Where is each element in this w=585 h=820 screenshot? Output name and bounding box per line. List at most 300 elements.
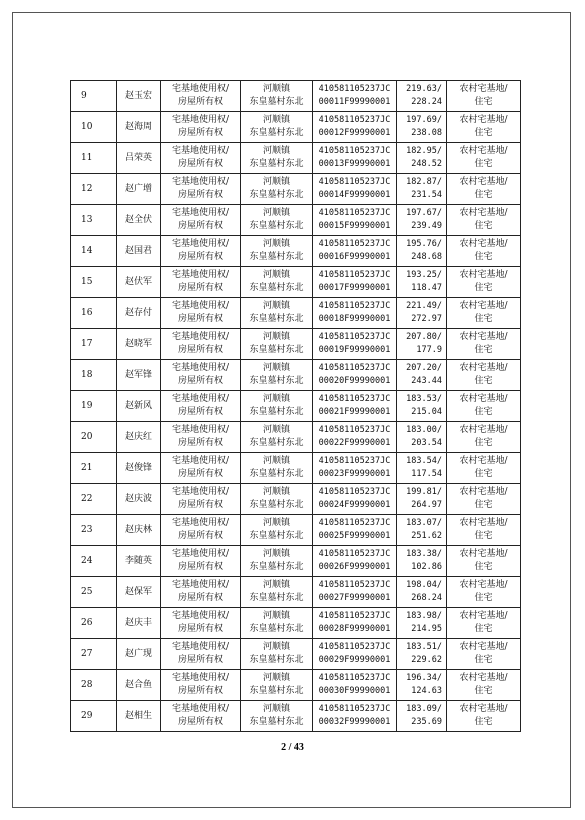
row-number-cell: 29 [71, 701, 117, 732]
location-line: 东皇墓村东北 [249, 500, 304, 510]
location-cell [241, 422, 313, 453]
right-type-line: 房屋所有权 [177, 190, 223, 200]
unit-code-cell [313, 577, 397, 608]
row-number-cell: 26 [71, 608, 117, 639]
area-values-line: 183.09/ [406, 704, 442, 714]
unit-code-cell [313, 267, 397, 298]
location-cell [241, 577, 313, 608]
area-values-cell [397, 236, 447, 267]
unit-code-line: 00020F99990001 [318, 376, 391, 386]
unit-code-line: 00017F99990001 [318, 283, 391, 293]
land-use-cell [447, 701, 521, 732]
right-type-line: 宅基地使用权/ [171, 332, 230, 342]
land-use-cell [447, 81, 521, 112]
land-use-line: 住宅 [474, 624, 493, 634]
owner-name-cell: 赵玉宏 [117, 81, 161, 112]
right-type-line: 宅基地使用权/ [171, 270, 230, 280]
table-row [71, 236, 521, 267]
area-values-line: 207.20/ [406, 363, 442, 373]
land-use-line: 住宅 [474, 128, 493, 138]
right-type-cell [161, 515, 241, 546]
area-values-cell [397, 143, 447, 174]
right-type-cell [161, 608, 241, 639]
unit-code-line: 410581105237JC [318, 549, 391, 559]
right-type-line: 房屋所有权 [177, 283, 223, 293]
unit-code-line: 410581105237JC [318, 146, 391, 156]
owner-name-cell: 赵相生 [117, 701, 161, 732]
table-row [71, 422, 521, 453]
right-type-line: 宅基地使用权/ [171, 208, 230, 218]
area-values-line: 197.67/ [406, 208, 442, 218]
land-use-line: 住宅 [474, 314, 493, 324]
row-number-cell: 11 [71, 143, 117, 174]
location-cell [241, 112, 313, 143]
land-use-cell [447, 453, 521, 484]
location-cell [241, 484, 313, 515]
table-row [71, 143, 521, 174]
unit-code-line: 00027F99990001 [318, 593, 391, 603]
location-line: 东皇墓村东北 [249, 717, 304, 727]
row-number-cell: 24 [71, 546, 117, 577]
row-number-cell: 20 [71, 422, 117, 453]
unit-code-line: 00025F99990001 [318, 531, 391, 541]
location-line: 河顺镇 [262, 208, 290, 218]
land-use-cell [447, 112, 521, 143]
right-type-line: 宅基地使用权/ [171, 239, 230, 249]
land-use-cell [447, 484, 521, 515]
right-type-cell [161, 329, 241, 360]
land-use-line: 农村宅基地/ [459, 611, 508, 621]
area-values-cell [397, 422, 447, 453]
unit-code-line: 00021F99990001 [318, 407, 391, 417]
land-use-cell [447, 670, 521, 701]
unit-code-cell [313, 422, 397, 453]
land-use-line: 农村宅基地/ [459, 580, 508, 590]
location-cell [241, 298, 313, 329]
unit-code-line: 410581105237JC [318, 301, 391, 311]
land-use-line: 住宅 [474, 345, 493, 355]
land-use-cell [447, 236, 521, 267]
right-type-line: 宅基地使用权/ [171, 115, 230, 125]
table-row [71, 608, 521, 639]
area-values-line: 196.34/ [406, 673, 442, 683]
land-use-line: 住宅 [474, 407, 493, 417]
right-type-cell [161, 267, 241, 298]
land-use-line: 农村宅基地/ [459, 115, 508, 125]
area-values-cell [397, 112, 447, 143]
area-values-cell [397, 515, 447, 546]
unit-code-cell [313, 81, 397, 112]
land-use-cell [447, 143, 521, 174]
land-use-line: 住宅 [474, 500, 493, 510]
unit-code-cell [313, 701, 397, 732]
land-use-line: 农村宅基地/ [459, 487, 508, 497]
land-use-line: 农村宅基地/ [459, 456, 508, 466]
owner-name-cell: 赵晓军 [117, 329, 161, 360]
page-number: 2 / 43 [281, 742, 304, 753]
land-use-line: 住宅 [474, 283, 493, 293]
area-values-line: 182.95/ [406, 146, 442, 156]
land-use-cell [447, 422, 521, 453]
right-type-line: 房屋所有权 [177, 531, 223, 541]
unit-code-line: 410581105237JC [318, 580, 391, 590]
right-type-line: 房屋所有权 [177, 655, 223, 665]
location-line: 河顺镇 [262, 456, 290, 466]
land-use-line: 住宅 [474, 376, 493, 386]
right-type-line: 宅基地使用权/ [171, 84, 230, 94]
row-number-cell: 25 [71, 577, 117, 608]
area-values-line: 203.54 [411, 438, 442, 448]
right-type-cell [161, 484, 241, 515]
land-use-cell [447, 267, 521, 298]
location-cell [241, 391, 313, 422]
area-values-line: 219.63/ [406, 84, 442, 94]
row-number-cell: 16 [71, 298, 117, 329]
right-type-line: 房屋所有权 [177, 469, 223, 479]
land-use-line: 住宅 [474, 97, 493, 107]
location-line: 河顺镇 [262, 115, 290, 125]
table-row [71, 639, 521, 670]
unit-code-line: 00019F99990001 [318, 345, 391, 355]
area-values-cell [397, 670, 447, 701]
right-type-cell [161, 391, 241, 422]
area-values-cell [397, 577, 447, 608]
area-values-line: 239.49 [411, 221, 442, 231]
right-type-cell [161, 453, 241, 484]
location-cell [241, 360, 313, 391]
row-number-cell: 14 [71, 236, 117, 267]
land-use-line: 农村宅基地/ [459, 208, 508, 218]
area-values-line: 183.54/ [406, 456, 442, 466]
location-line: 东皇墓村东北 [249, 283, 304, 293]
land-use-line: 农村宅基地/ [459, 332, 508, 342]
area-values-line: 183.38/ [406, 549, 442, 559]
table-row [71, 205, 521, 236]
right-type-line: 宅基地使用权/ [171, 673, 230, 683]
location-cell [241, 639, 313, 670]
location-cell [241, 205, 313, 236]
area-values-line: 268.24 [411, 593, 442, 603]
land-use-line: 农村宅基地/ [459, 704, 508, 714]
unit-code-line: 410581105237JC [318, 394, 391, 404]
owner-name-cell: 赵全伏 [117, 205, 161, 236]
right-type-cell [161, 236, 241, 267]
right-type-line: 宅基地使用权/ [171, 394, 230, 404]
land-use-cell [447, 298, 521, 329]
location-line: 河顺镇 [262, 487, 290, 497]
location-line: 东皇墓村东北 [249, 438, 304, 448]
location-line: 东皇墓村东北 [249, 345, 304, 355]
right-type-line: 房屋所有权 [177, 252, 223, 262]
table-body [71, 81, 521, 732]
table-row [71, 484, 521, 515]
area-values-line: 197.69/ [406, 115, 442, 125]
owner-name-cell: 赵新风 [117, 391, 161, 422]
area-values-line: 183.51/ [406, 642, 442, 652]
unit-code-line: 410581105237JC [318, 642, 391, 652]
location-cell [241, 267, 313, 298]
area-values-line: 251.62 [411, 531, 442, 541]
area-values-line: 183.00/ [406, 425, 442, 435]
area-values-line: 264.97 [411, 500, 442, 510]
unit-code-line: 00013F99990001 [318, 159, 391, 169]
row-number-cell: 23 [71, 515, 117, 546]
table-row [71, 701, 521, 732]
right-type-cell [161, 670, 241, 701]
area-values-line: 183.53/ [406, 394, 442, 404]
unit-code-line: 410581105237JC [318, 177, 391, 187]
location-line: 河顺镇 [262, 611, 290, 621]
owner-name-cell: 赵国君 [117, 236, 161, 267]
unit-code-line: 00015F99990001 [318, 221, 391, 231]
right-type-line: 房屋所有权 [177, 97, 223, 107]
table-row [71, 298, 521, 329]
right-type-line: 宅基地使用权/ [171, 549, 230, 559]
area-values-cell [397, 174, 447, 205]
unit-code-cell [313, 639, 397, 670]
right-type-cell [161, 81, 241, 112]
location-cell [241, 453, 313, 484]
land-use-line: 住宅 [474, 252, 493, 262]
right-type-cell [161, 112, 241, 143]
row-number-cell: 28 [71, 670, 117, 701]
location-line: 东皇墓村东北 [249, 314, 304, 324]
row-number-cell: 12 [71, 174, 117, 205]
right-type-line: 房屋所有权 [177, 407, 223, 417]
location-line: 东皇墓村东北 [249, 593, 304, 603]
location-line: 河顺镇 [262, 425, 290, 435]
area-values-line: 117.54 [411, 469, 442, 479]
location-cell [241, 81, 313, 112]
land-use-line: 住宅 [474, 593, 493, 603]
right-type-cell [161, 174, 241, 205]
right-type-cell [161, 143, 241, 174]
location-cell [241, 143, 313, 174]
location-line: 河顺镇 [262, 177, 290, 187]
location-line: 东皇墓村东北 [249, 531, 304, 541]
unit-code-cell [313, 546, 397, 577]
area-values-cell [397, 701, 447, 732]
unit-code-cell [313, 329, 397, 360]
land-use-line: 住宅 [474, 221, 493, 231]
unit-code-line: 410581105237JC [318, 673, 391, 683]
unit-code-line: 00023F99990001 [318, 469, 391, 479]
area-values-cell [397, 546, 447, 577]
location-line: 河顺镇 [262, 270, 290, 280]
owner-name-cell: 赵庆红 [117, 422, 161, 453]
land-use-line: 农村宅基地/ [459, 549, 508, 559]
area-values-cell [397, 608, 447, 639]
location-cell [241, 701, 313, 732]
area-values-cell [397, 484, 447, 515]
right-type-cell [161, 422, 241, 453]
area-values-cell [397, 267, 447, 298]
land-use-cell [447, 174, 521, 205]
unit-code-line: 410581105237JC [318, 332, 391, 342]
right-type-line: 房屋所有权 [177, 624, 223, 634]
right-type-line: 房屋所有权 [177, 314, 223, 324]
area-values-cell [397, 81, 447, 112]
location-cell [241, 546, 313, 577]
right-type-line: 宅基地使用权/ [171, 363, 230, 373]
land-use-line: 农村宅基地/ [459, 642, 508, 652]
right-type-line: 宅基地使用权/ [171, 487, 230, 497]
unit-code-line: 410581105237JC [318, 270, 391, 280]
area-values-line: 199.81/ [406, 487, 442, 497]
right-type-line: 宅基地使用权/ [171, 177, 230, 187]
table-row [71, 174, 521, 205]
unit-code-line: 00016F99990001 [318, 252, 391, 262]
right-type-line: 房屋所有权 [177, 376, 223, 386]
area-values-line: 195.76/ [406, 239, 442, 249]
owner-name-cell: 赵庆林 [117, 515, 161, 546]
location-line: 东皇墓村东北 [249, 97, 304, 107]
right-type-line: 房屋所有权 [177, 500, 223, 510]
location-cell [241, 236, 313, 267]
unit-code-line: 00030F99990001 [318, 686, 391, 696]
area-values-cell [397, 639, 447, 670]
area-values-line: 235.69 [411, 717, 442, 727]
land-use-line: 农村宅基地/ [459, 425, 508, 435]
location-line: 东皇墓村东北 [249, 221, 304, 231]
area-values-line: 182.87/ [406, 177, 442, 187]
unit-code-cell [313, 205, 397, 236]
location-cell [241, 670, 313, 701]
table-row [71, 670, 521, 701]
land-use-line: 住宅 [474, 655, 493, 665]
unit-code-line: 00011F99990001 [318, 97, 391, 107]
row-number-cell: 13 [71, 205, 117, 236]
right-type-line: 房屋所有权 [177, 562, 223, 572]
unit-code-line: 00018F99990001 [318, 314, 391, 324]
land-use-line: 农村宅基地/ [459, 177, 508, 187]
unit-code-line: 00026F99990001 [318, 562, 391, 572]
right-type-cell [161, 360, 241, 391]
right-type-line: 宅基地使用权/ [171, 580, 230, 590]
right-type-cell [161, 298, 241, 329]
table-row [71, 577, 521, 608]
row-number-cell: 9 [71, 81, 117, 112]
table-row [71, 112, 521, 143]
land-use-line: 住宅 [474, 469, 493, 479]
right-type-line: 房屋所有权 [177, 128, 223, 138]
table-row [71, 453, 521, 484]
right-type-line: 宅基地使用权/ [171, 301, 230, 311]
owner-name-cell: 赵存付 [117, 298, 161, 329]
owner-name-cell: 李随英 [117, 546, 161, 577]
area-values-line: 238.08 [411, 128, 442, 138]
land-use-cell [447, 391, 521, 422]
unit-code-line: 410581105237JC [318, 611, 391, 621]
unit-code-line: 410581105237JC [318, 704, 391, 714]
right-type-cell [161, 639, 241, 670]
unit-code-line: 00029F99990001 [318, 655, 391, 665]
location-line: 东皇墓村东北 [249, 562, 304, 572]
area-values-line: 124.63 [411, 686, 442, 696]
unit-code-line: 00012F99990001 [318, 128, 391, 138]
land-use-line: 农村宅基地/ [459, 518, 508, 528]
land-use-cell [447, 360, 521, 391]
area-values-cell [397, 391, 447, 422]
right-type-cell [161, 546, 241, 577]
table-row [71, 329, 521, 360]
owner-name-cell: 赵俊锋 [117, 453, 161, 484]
unit-code-cell [313, 453, 397, 484]
area-values-line: 177.9 [416, 345, 442, 355]
row-number-cell: 10 [71, 112, 117, 143]
land-use-line: 农村宅基地/ [459, 394, 508, 404]
right-type-line: 宅基地使用权/ [171, 456, 230, 466]
location-line: 东皇墓村东北 [249, 159, 304, 169]
unit-code-cell [313, 515, 397, 546]
location-line: 河顺镇 [262, 301, 290, 311]
area-values-line: 243.44 [411, 376, 442, 386]
unit-code-cell [313, 174, 397, 205]
owner-name-cell: 赵广现 [117, 639, 161, 670]
area-values-line: 215.04 [411, 407, 442, 417]
area-values-cell [397, 298, 447, 329]
unit-code-line: 410581105237JC [318, 363, 391, 373]
area-values-cell [397, 205, 447, 236]
unit-code-line: 410581105237JC [318, 518, 391, 528]
unit-code-line: 410581105237JC [318, 208, 391, 218]
unit-code-line: 00028F99990001 [318, 624, 391, 634]
location-cell [241, 329, 313, 360]
unit-code-line: 00022F99990001 [318, 438, 391, 448]
row-number-cell: 21 [71, 453, 117, 484]
area-values-line: 207.80/ [406, 332, 442, 342]
unit-code-cell [313, 236, 397, 267]
right-type-line: 宅基地使用权/ [171, 146, 230, 156]
owner-name-cell: 赵广增 [117, 174, 161, 205]
location-line: 东皇墓村东北 [249, 407, 304, 417]
unit-code-cell [313, 608, 397, 639]
land-use-cell [447, 577, 521, 608]
right-type-line: 宅基地使用权/ [171, 425, 230, 435]
property-register-table [70, 80, 521, 732]
owner-name-cell: 赵军锋 [117, 360, 161, 391]
land-use-cell [447, 205, 521, 236]
unit-code-line: 410581105237JC [318, 425, 391, 435]
right-type-line: 房屋所有权 [177, 593, 223, 603]
location-line: 河顺镇 [262, 518, 290, 528]
row-number-cell: 27 [71, 639, 117, 670]
unit-code-cell [313, 670, 397, 701]
area-values-line: 102.86 [411, 562, 442, 572]
area-values-line: 229.62 [411, 655, 442, 665]
right-type-line: 房屋所有权 [177, 159, 223, 169]
right-type-line: 房屋所有权 [177, 221, 223, 231]
area-values-line: 198.04/ [406, 580, 442, 590]
right-type-line: 房屋所有权 [177, 686, 223, 696]
land-use-line: 住宅 [474, 686, 493, 696]
location-line: 东皇墓村东北 [249, 686, 304, 696]
row-number-cell: 22 [71, 484, 117, 515]
unit-code-line: 410581105237JC [318, 239, 391, 249]
land-use-cell [447, 515, 521, 546]
right-type-line: 宅基地使用权/ [171, 518, 230, 528]
unit-code-cell [313, 298, 397, 329]
area-values-line: 214.95 [411, 624, 442, 634]
location-line: 河顺镇 [262, 84, 290, 94]
land-use-cell [447, 546, 521, 577]
unit-code-line: 410581105237JC [318, 115, 391, 125]
right-type-cell [161, 577, 241, 608]
row-number-cell: 19 [71, 391, 117, 422]
location-line: 东皇墓村东北 [249, 469, 304, 479]
area-values-line: 231.54 [411, 190, 442, 200]
location-line: 东皇墓村东北 [249, 190, 304, 200]
